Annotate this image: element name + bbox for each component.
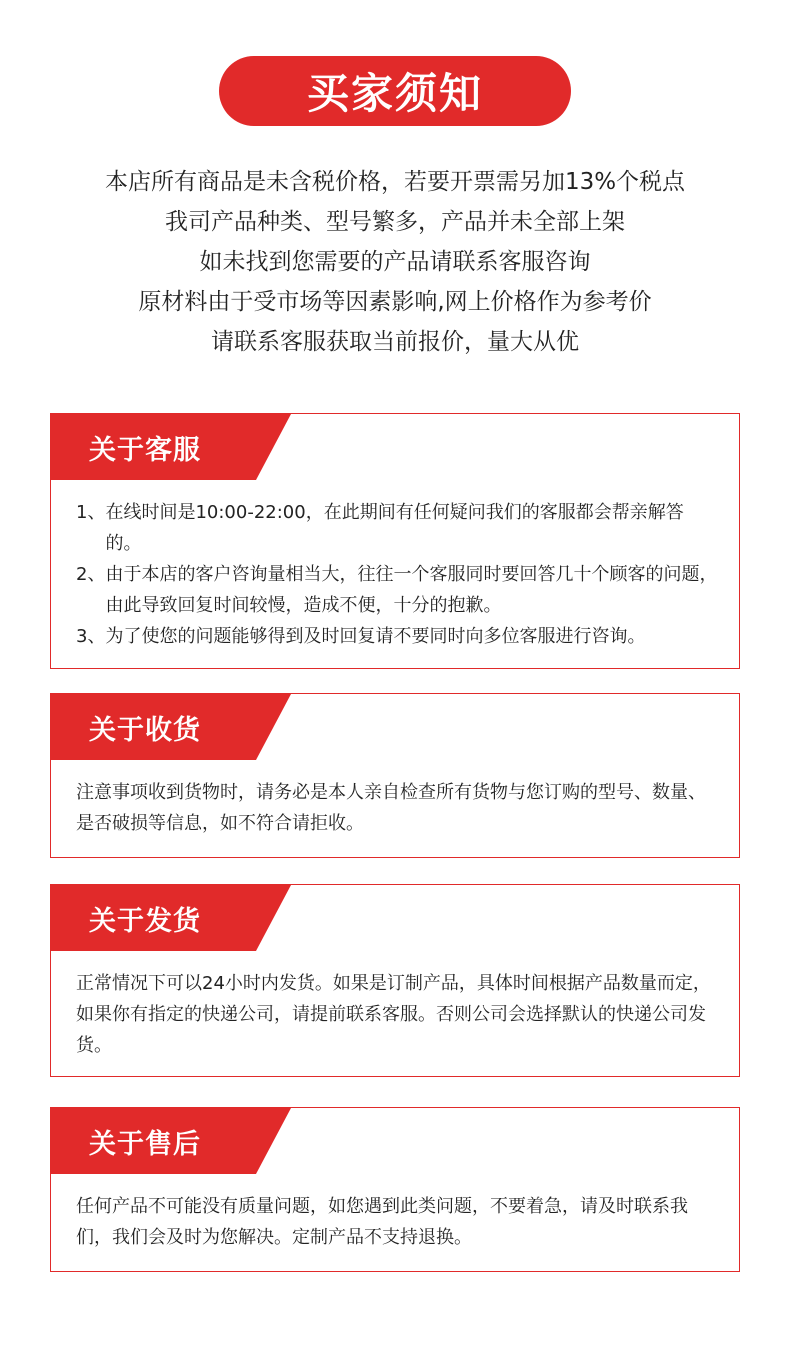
section-body xyxy=(76,497,719,652)
list-item xyxy=(76,559,719,621)
section-body xyxy=(76,1191,719,1253)
section-body xyxy=(76,777,719,839)
section-header xyxy=(51,414,291,480)
section-heading: 关于售后 xyxy=(89,1128,201,1160)
list-item-number: 2、 xyxy=(76,564,106,585)
list-item xyxy=(76,621,719,652)
page-title-banner xyxy=(219,56,571,126)
intro-notice xyxy=(0,162,790,362)
section-header xyxy=(51,694,291,760)
section-header xyxy=(51,885,291,951)
section-after-sales xyxy=(50,1107,740,1272)
section-heading: 关于客服 xyxy=(89,434,201,466)
list-item-number: 3、 xyxy=(76,626,106,647)
list-item-text: 在线时间是10:00-22:00，在此期间有任何疑问我们的客服都会帮亲解答的。 xyxy=(105,502,684,554)
section-receiving xyxy=(50,693,740,858)
section-heading: 关于收货 xyxy=(89,714,201,746)
section-shipping xyxy=(50,884,740,1077)
section-text: 正常情况下可以24小时内发货。如果是订制产品，具体时间根据产品数量而定，如果你有指定的快递公司，请提前联系客服。否则公司会选择默认的快递公司发货。 xyxy=(76,973,711,1056)
page-title: 买家须知 xyxy=(306,69,483,118)
section-text: 注意事项收到货物时，请务必是本人亲自检查所有货物与您订购的型号、数量、是否破损等信息，如不符合请拒收。 xyxy=(76,782,706,834)
section-customer-service xyxy=(50,413,740,669)
list-item-number: 1、 xyxy=(76,502,106,523)
list-item xyxy=(76,497,719,559)
intro-line: 如未找到您需要的产品请联系客服咨询 xyxy=(199,249,591,275)
section-text: 任何产品不可能没有质量问题，如您遇到此类问题，不要着急，请及时联系我们，我们会及时为您解决。定制产品不支持退换。 xyxy=(76,1196,688,1248)
list-item-text: 为了使您的问题能够得到及时回复请不要同时向多位客服进行咨询。 xyxy=(105,626,646,647)
intro-line: 本店所有商品是未含税价格，若要开票需另加13%个税点 xyxy=(104,169,686,195)
intro-line: 我司产品种类、型号繁多，产品并未全部上架 xyxy=(165,209,625,235)
intro-line: 请联系客服获取当前报价，量大从优 xyxy=(211,329,579,355)
section-heading: 关于发货 xyxy=(89,905,201,937)
section-body xyxy=(76,968,719,1061)
list-item-text: 由于本店的客户咨询量相当大，往往一个客服同时要回答几十个顾客的问题，由此导致回复时间较慢，造成不便，十分的抱歉。 xyxy=(105,564,718,616)
section-header xyxy=(51,1108,291,1174)
intro-line: 原材料由于受市场等因素影响,网上价格作为参考价 xyxy=(138,289,652,315)
